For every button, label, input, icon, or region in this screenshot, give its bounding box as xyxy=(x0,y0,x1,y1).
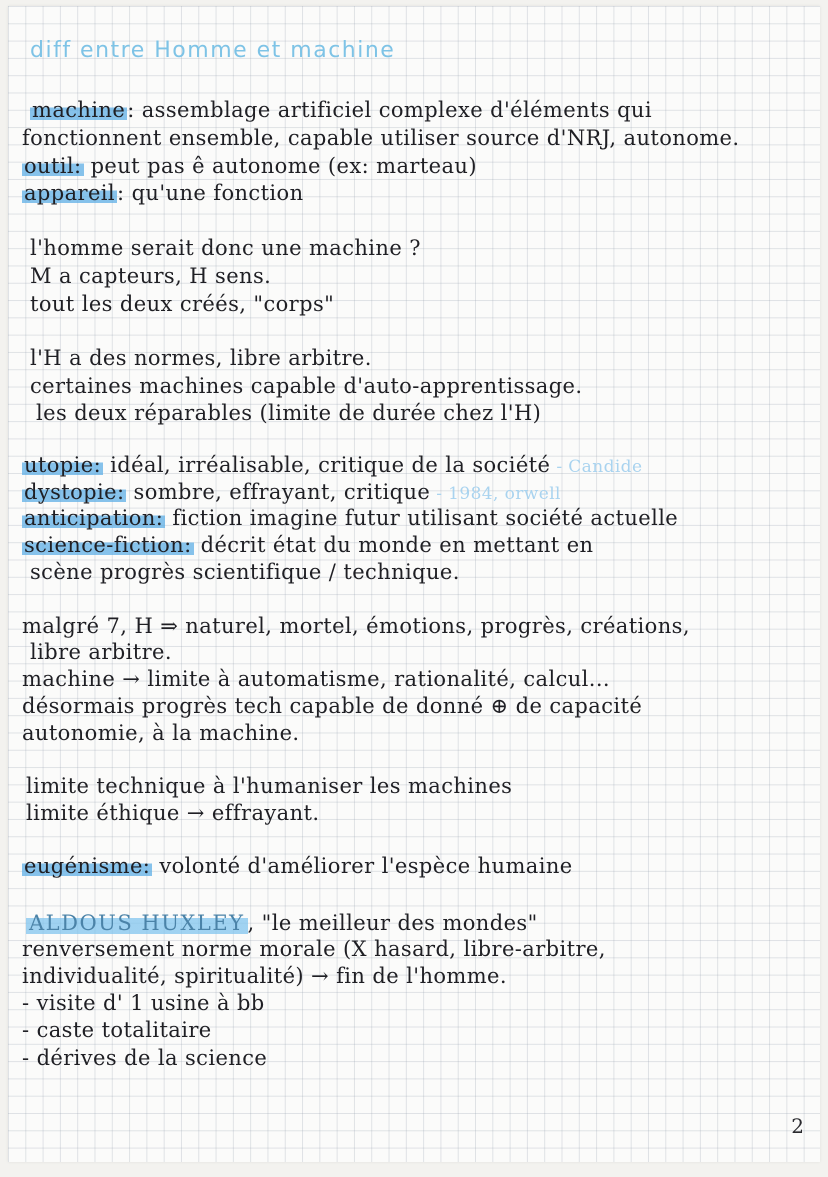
term-eugenisme: eugénisme: xyxy=(24,854,151,878)
text-line: les deux réparables (limite de durée chez l'H) xyxy=(36,401,542,425)
definition-outil xyxy=(22,154,477,178)
definition-machine-continued: fonctionnent ensemble, capable utiliser source d'NRJ, autonome. xyxy=(22,126,740,150)
author-name: ALDOUS HUXLEY xyxy=(26,911,248,935)
definition-anticipation xyxy=(22,506,678,530)
term-dystopie: dystopie: xyxy=(24,480,125,504)
text-line: malgré 7, H ⇒ naturel, mortel, émotions, progrès, créations, xyxy=(22,614,690,638)
text-line: tout les deux créés, "corps" xyxy=(30,292,335,316)
text-line: désormais progrès tech capable de donné ⊕ de capacité xyxy=(22,694,643,718)
text-line: l'H a des normes, libre arbitre. xyxy=(30,346,372,370)
text-line: scène progrès scientifique / technique. xyxy=(30,560,460,584)
page-number: 2 xyxy=(791,1114,804,1138)
definition-eugenisme xyxy=(22,854,573,878)
definition-machine-text: : assemblage artificiel complexe d'éléments qui xyxy=(127,98,652,122)
definition-anticipation-text: fiction imagine futur utilisant société actuelle xyxy=(165,506,679,530)
text-line: M a capteurs, H sens. xyxy=(30,264,272,288)
text-line: renversement norme morale (X hasard, libre-arbitre, xyxy=(22,937,606,961)
margin-note: - Candide xyxy=(556,457,643,477)
definition-science-fiction xyxy=(22,533,593,557)
definition-machine xyxy=(30,98,652,122)
huxley-heading xyxy=(26,911,538,935)
term-outil: outil: xyxy=(24,154,82,178)
definition-utopie xyxy=(22,453,642,479)
text-line: limite éthique → effrayant. xyxy=(26,801,320,825)
text-line: certaines machines capable d'auto-apprentissage. xyxy=(30,374,583,398)
list-item: - caste totalitaire xyxy=(22,1018,212,1042)
text-line: individualité, spiritualité) → fin de l'homme. xyxy=(22,964,507,988)
list-item: - dérives de la science xyxy=(22,1046,268,1070)
term-science-fiction: science-fiction: xyxy=(24,533,192,557)
text-line: autonomie, à la machine. xyxy=(22,721,300,745)
definition-eugenisme-text: volonté d'améliorer l'espèce humaine xyxy=(152,854,573,878)
list-item: - visite d' 1 usine à bb xyxy=(22,991,265,1015)
text-line: machine → limite à automatisme, rationalité, calcul... xyxy=(22,667,610,691)
definition-dystopie-text: sombre, effrayant, critique xyxy=(126,480,431,504)
term-machine: machine xyxy=(32,98,126,122)
definition-science-fiction-text: décrit état du monde en mettant en xyxy=(193,533,594,557)
text-line: limite technique à l'humaniser les machines xyxy=(26,774,513,798)
definition-utopie-text: idéal, irréalisable, critique de la société xyxy=(103,453,551,477)
definition-dystopie xyxy=(22,480,561,506)
definition-appareil xyxy=(22,181,304,205)
text-line: libre arbitre. xyxy=(30,640,172,664)
notebook-page xyxy=(8,6,820,1162)
term-anticipation: anticipation: xyxy=(24,506,164,530)
margin-note: - 1984, orwell xyxy=(436,484,561,504)
term-appareil: appareil xyxy=(24,181,116,205)
book-title: , "le meilleur des mondes" xyxy=(247,911,538,935)
page-title: diff entre Homme et machine xyxy=(30,38,396,63)
definition-outil-text: peut pas ê autonome (ex: marteau) xyxy=(83,154,477,178)
text-line: l'homme serait donc une machine ? xyxy=(30,236,421,260)
term-utopie: utopie: xyxy=(24,453,102,477)
definition-appareil-text: : qu'une fonction xyxy=(117,181,304,205)
